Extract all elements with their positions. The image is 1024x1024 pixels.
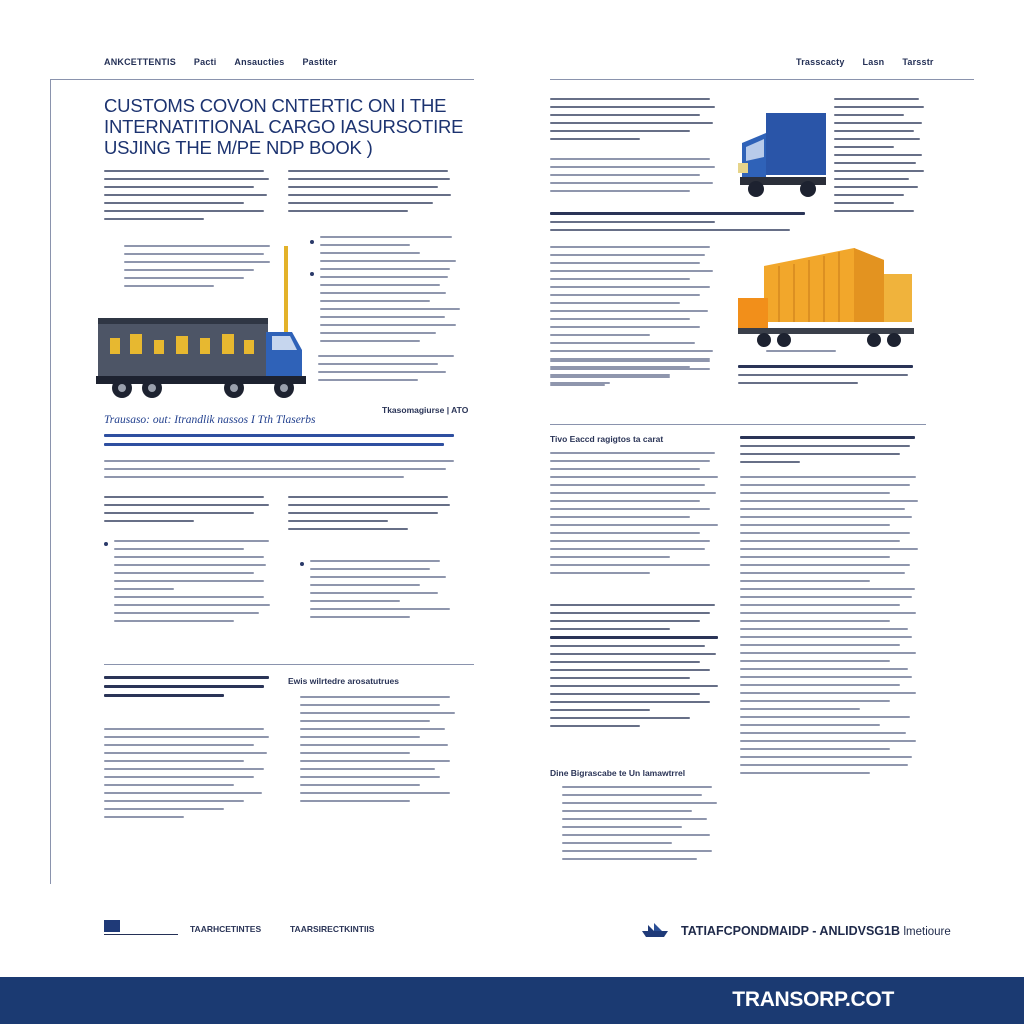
blue-semi-truck-with-flatbed-icon <box>96 246 306 398</box>
left-page-border <box>50 79 51 884</box>
footer-brand <box>681 924 951 938</box>
section-heading: Ewis wilrtedre arosatutrues <box>288 676 400 686</box>
nav-item[interactable]: Ansaucties <box>234 57 285 67</box>
site-name[interactable]: TRANSORP.COT <box>732 988 894 1011</box>
right-lower-col-2 <box>740 436 920 469</box>
footer-logo-icon <box>104 920 120 932</box>
image-caption: Trausaso: out: Itrandlik nassos I Tth Tlaserbs <box>104 414 316 426</box>
container-caption-lines <box>766 350 846 358</box>
right-mid-text <box>550 212 810 237</box>
bullet-icon <box>310 240 314 244</box>
right-lower-col-1 <box>550 452 720 580</box>
nav-item[interactable]: Lasn <box>862 57 885 67</box>
nav-item[interactable]: ANKCETTENTIS <box>104 57 176 67</box>
lower-col-1 <box>104 676 269 703</box>
footer-brand-suffix: lmetioure <box>903 926 951 938</box>
bullet-icon <box>104 542 108 546</box>
right-mid-rule <box>550 424 926 425</box>
nav-item[interactable]: Tarsstr <box>902 57 934 67</box>
right-mid-col-end <box>550 360 715 392</box>
left-mid-rule <box>104 664 474 665</box>
intro-text-col-1 <box>104 170 269 226</box>
right-top-col-1b <box>550 158 715 198</box>
right-lower-col-1b <box>550 604 720 733</box>
container-illustration <box>734 244 916 354</box>
ship-logo-icon <box>640 922 670 938</box>
footer-label: TAARSIRECTKINTIIS <box>290 924 375 934</box>
intro-list <box>320 236 460 348</box>
title-line: CUSTOMS COVON CNTERTIC ON I THE <box>104 95 447 116</box>
body-col-1 <box>104 496 269 528</box>
right-top-col-1 <box>550 98 715 146</box>
image-side-text <box>318 355 458 387</box>
body-text-wide <box>104 460 456 484</box>
nav-item[interactable]: Pacti <box>193 57 217 67</box>
right-lower-col-2-body <box>740 476 920 780</box>
body-col-2-list <box>310 560 450 624</box>
section-heading: Tivo Eaccd ragigtos ta carat <box>550 434 664 444</box>
footer-label: TAARHCETINTES <box>190 924 262 934</box>
blue-truck-cab-icon <box>738 103 828 207</box>
page-title <box>104 95 464 158</box>
nav-item[interactable]: Trasscacty <box>796 57 845 67</box>
truck-right-illustration <box>738 103 828 207</box>
body-col-1-list <box>114 540 270 628</box>
body-col-2 <box>288 496 453 536</box>
top-nav-left <box>104 57 364 67</box>
right-top-col-2 <box>834 98 924 218</box>
footer-left-rule <box>104 934 178 935</box>
header-rule-right <box>550 79 974 80</box>
nav-item[interactable]: Pastiter <box>302 57 338 67</box>
right-side-caption <box>738 365 918 390</box>
pullquote-lines <box>104 434 456 452</box>
header-rule-left <box>50 79 474 80</box>
lower-col-1-body <box>104 728 269 824</box>
bullet-icon <box>300 562 304 566</box>
section-heading: Dine Bigrascabe te Un lamawtrrel <box>550 768 686 778</box>
title-line: USJING THE M/PE NDP BOOK ) <box>104 137 373 158</box>
title-line: INTERNATITIONAL CARGO IASURSOTIRE <box>104 116 464 137</box>
top-nav-right <box>796 57 936 67</box>
intro-text-col-2 <box>288 170 453 218</box>
lower-col-2-body <box>300 696 460 808</box>
orange-cargo-container-trailer-icon <box>738 248 914 347</box>
image-caption-right: Tkasomagiurse | ATO <box>382 405 469 415</box>
truck-left-illustration <box>96 246 316 406</box>
right-lower-col-1c <box>562 786 722 866</box>
footer-brand-text: TATIAFCPONDMAIDP - ANLIDVSG1B <box>681 924 900 938</box>
